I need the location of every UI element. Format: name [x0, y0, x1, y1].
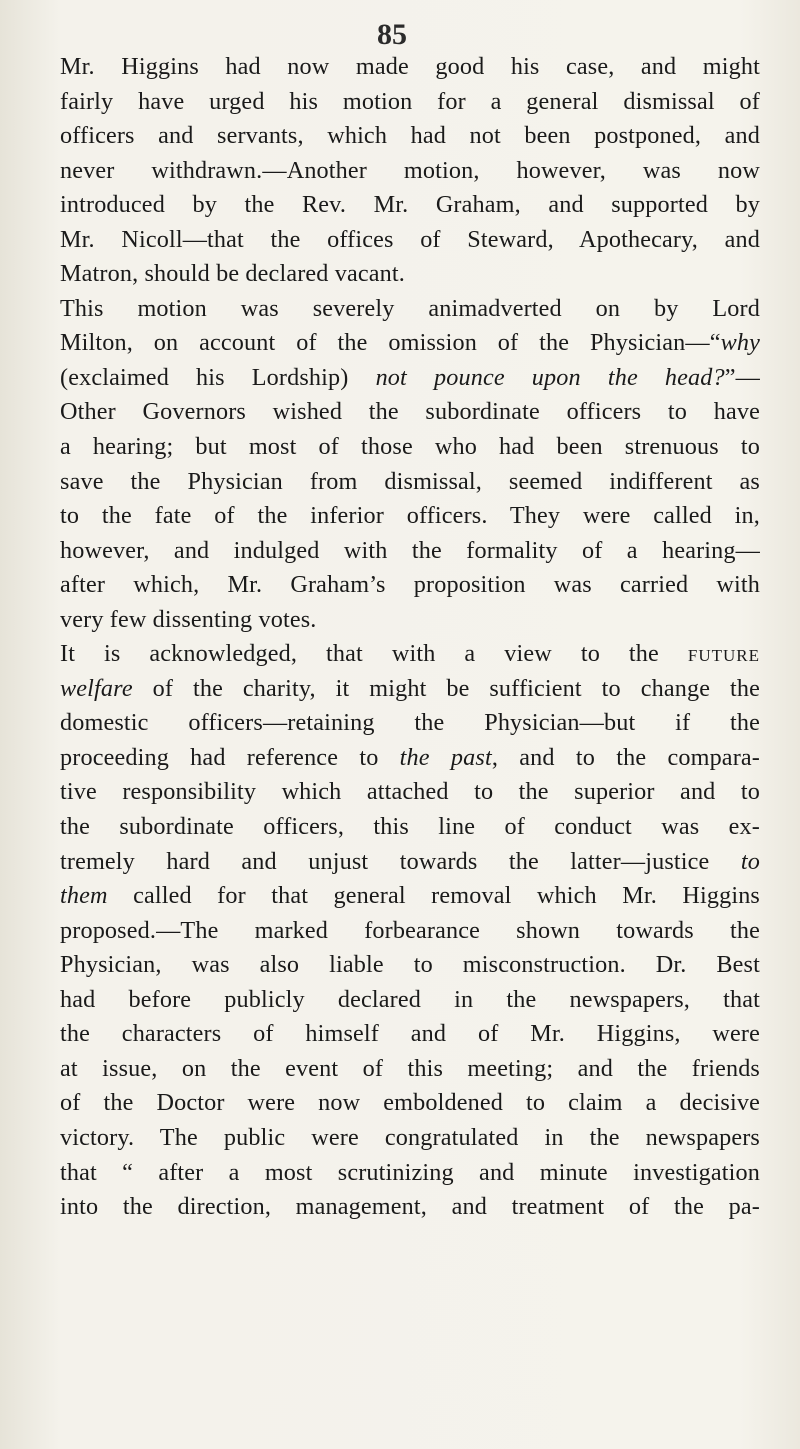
small-caps-word: future: [687, 640, 760, 668]
text-fragment: called for that general removal which Mr. Higgins: [133, 882, 760, 910]
italic-word: why: [720, 329, 760, 357]
text-fragment: of the charity, it might be sufficient to change the: [152, 674, 760, 702]
text-line: that “ after a most scrutinizing and minute investigation: [60, 1158, 760, 1186]
text-line: tive responsibility which attached to the superior and to: [60, 778, 760, 806]
text-line: [60, 361, 760, 396]
text-line: never withdrawn.—Another motion, however, was now: [60, 156, 760, 184]
text-line: to the fate of the inferior officers. They were called in,: [60, 502, 760, 530]
text-line: of the Doctor were now emboldened to claim a decisive: [60, 1089, 760, 1117]
text-fragment: , and to the compara-: [491, 743, 760, 771]
text-fragment: proceeding had reference to: [60, 743, 400, 771]
text-line: domestic officers—retaining the Physician—but if the: [60, 709, 760, 737]
text-line: Physician, was also liable to misconstruction. Dr. Best: [60, 951, 760, 979]
text-line: a hearing; but most of those who had been strenuous to: [60, 433, 760, 461]
text-line: [60, 741, 760, 776]
italic-word: to: [740, 847, 760, 875]
text-fragment: Milton, on account of the omission of the Physician—“: [60, 329, 721, 357]
text-line: had before publicly declared in the newspapers, that: [60, 985, 760, 1013]
italic-phrase: the past: [399, 743, 492, 771]
text-line: Mr. Nicoll—that the offices of Steward, Apothecary, and: [60, 225, 760, 253]
text-line: the characters of himself and of Mr. Higgins, were: [60, 1020, 760, 1048]
text-line: proposed.—The marked forbearance shown towards the: [60, 916, 760, 944]
text-line: after which, Mr. Graham’s proposition was carried with: [60, 571, 760, 599]
text-line: victory. The public were congratulated in the newspapers: [60, 1123, 760, 1151]
text-line: at issue, on the event of this meeting; and the friends: [60, 1054, 760, 1082]
text-line: [60, 672, 760, 707]
text-line: save the Physician from dismissal, seemed indifferent as: [60, 467, 760, 495]
text-fragment: (exclaimed his Lordship): [60, 363, 376, 391]
page-number: 85: [377, 18, 407, 51]
text-fragment: It is acknowledged, that with a view to the: [60, 640, 688, 668]
italic-phrase: not pounce upon the head?: [375, 363, 725, 391]
text-line: Mr. Higgins had now made good his case, and might: [60, 53, 760, 80]
text-line: [60, 845, 760, 880]
text-line: officers and servants, which had not been postponed, and: [60, 122, 760, 150]
text-line: however, and indulged with the formality of a hearing—: [60, 536, 760, 564]
text-line: very few dissenting votes.: [60, 605, 317, 633]
text-line: [60, 637, 760, 672]
text-fragment: ”—: [724, 363, 760, 391]
text-line: introduced by the Rev. Mr. Graham, and supported by: [60, 191, 760, 219]
text-line: fairly have urged his motion for a general dismissal of: [60, 87, 760, 115]
text-line: into the direction, management, and treatment of the pa-: [60, 1193, 760, 1221]
text-line: Other Governors wished the subordinate officers to have: [60, 398, 760, 426]
text-line: [60, 326, 760, 361]
text-line: [60, 879, 760, 914]
italic-word: them: [60, 882, 108, 910]
text-line: the subordinate officers, this line of conduct was ex-: [60, 813, 760, 841]
text-line: Matron, should be declared vacant.: [60, 260, 405, 288]
italic-word: welfare: [60, 674, 133, 702]
text-fragment: tremely hard and unjust towards the latter—justice: [60, 847, 741, 875]
body-text: [60, 50, 760, 1225]
text-line: This motion was severely animadverted on by Lord: [60, 294, 760, 322]
